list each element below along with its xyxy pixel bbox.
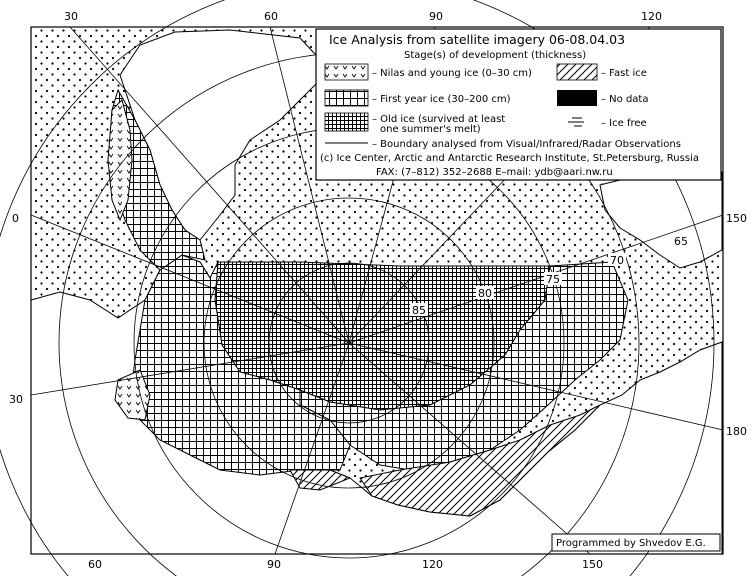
- lat-label: 65: [674, 235, 688, 248]
- lon-label: 90: [267, 558, 281, 571]
- legend-swatch-old: [325, 113, 368, 131]
- legend-swatch-nodata: [557, 90, 597, 106]
- lon-label: 60: [88, 558, 102, 571]
- lon-label: 150: [582, 558, 603, 571]
- legend-label-first-year: – First year ice (30–200 cm): [372, 94, 511, 105]
- legend-label-nodata: – No data: [601, 94, 649, 105]
- legend: [316, 29, 721, 180]
- legend-swatch-fast: [557, 64, 597, 80]
- lon-label: 120: [422, 558, 443, 571]
- lon-label: 60: [264, 10, 278, 23]
- map-subtitle: Stage(s) of development (thickness): [404, 50, 587, 61]
- legend-label-fast: – Fast ice: [601, 68, 647, 79]
- lon-label: 30: [64, 10, 78, 23]
- legend-swatch-nilas: [325, 64, 368, 80]
- contact-text: FAX: (7–812) 352–2688 E–mail: ydb@aari.nw.ru: [376, 167, 613, 178]
- lon-label: 90: [429, 10, 443, 23]
- legend-swatch-first-year: [325, 90, 368, 106]
- lat-label: 70: [610, 254, 624, 267]
- lat-label: 80: [478, 287, 492, 300]
- lon-label: 180: [726, 425, 747, 438]
- lon-label: 0: [12, 212, 19, 225]
- programmed-by: Programmed by Shvedov E.G.: [556, 538, 706, 549]
- lon-label: 120: [641, 10, 662, 23]
- lon-label: 30: [9, 393, 23, 406]
- legend-label-old-1: – Old ice (survived at least: [372, 114, 506, 125]
- legend-label-boundary: – Boundary analysed from Visual/Infrared/Radar Observations: [372, 139, 681, 150]
- map-title: Ice Analysis from satellite imagery 06-08.04.03: [329, 32, 626, 47]
- legend-label-icefree: – Ice free: [601, 118, 647, 129]
- lat-label: 75: [546, 273, 560, 286]
- lat-label: 85: [412, 304, 426, 317]
- credit-text: (c) Ice Center, Arctic and Antarctic Research Institute, St.Petersburg, Russia: [320, 153, 699, 164]
- lon-label: 150: [726, 212, 747, 225]
- legend-label-nilas: – Nilas and young ice (0–30 cm): [372, 68, 532, 79]
- legend-label-old-2: one summer's melt): [380, 124, 481, 135]
